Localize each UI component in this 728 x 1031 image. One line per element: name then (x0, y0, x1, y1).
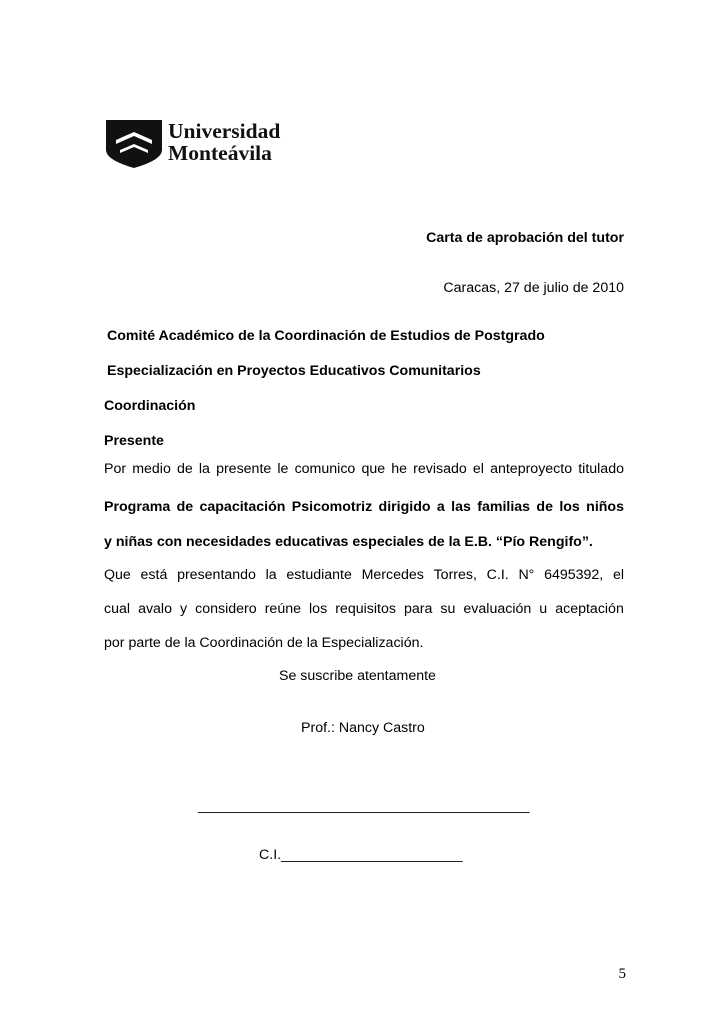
word: medio (132, 461, 171, 477)
logo-line-2: Monteávila (168, 141, 272, 165)
word: los (559, 499, 580, 515)
word: de (176, 461, 193, 477)
word: evaluación (463, 601, 532, 617)
place-date: Caracas, 27 de julio de 2010 (443, 280, 624, 296)
word: está (140, 567, 168, 583)
recipient-line-4: Presente (104, 433, 164, 449)
body-line-6: por parte de la Coordinación de la Especialización. (104, 635, 424, 651)
word: Por (104, 461, 127, 477)
body-line-1 (104, 460, 624, 478)
university-shield-icon (106, 120, 162, 168)
project-title-line-1 (104, 498, 624, 516)
word: 6495392, (544, 567, 604, 583)
word: y (180, 601, 188, 617)
document-type-heading: Carta de aprobación del tutor (426, 230, 624, 246)
word: capacitación (199, 499, 286, 515)
word: he (391, 461, 408, 477)
word: Programa (104, 499, 171, 515)
word: Psicomotriz (291, 499, 373, 515)
word: de (536, 499, 553, 515)
university-logo (106, 120, 306, 168)
word: anteproyecto (490, 461, 573, 477)
word: para (403, 601, 433, 617)
word: los (309, 601, 328, 617)
word: de (176, 499, 194, 515)
word: titulado (578, 461, 624, 477)
word: le (277, 461, 289, 477)
recipient-line-2: Especialización en Proyectos Educativos Comunitarios (107, 363, 481, 379)
word: Mercedes (361, 567, 424, 583)
body-line-4 (104, 566, 624, 584)
word: C.I. (486, 567, 509, 583)
word: aceptación (555, 601, 624, 617)
word: niños (586, 499, 624, 515)
word: avalo (138, 601, 172, 617)
word: comunico (294, 461, 356, 477)
word: estudiante (286, 567, 352, 583)
word: revisado (413, 461, 467, 477)
word: reúne (264, 601, 301, 617)
word: la (265, 567, 277, 583)
word: N° (518, 567, 535, 583)
word: considero (195, 601, 257, 617)
word: cual (104, 601, 131, 617)
word: el (472, 461, 484, 477)
page-number: 5 (618, 966, 626, 982)
word: familias (477, 499, 531, 515)
word: requisitos (335, 601, 396, 617)
word: Torres, (433, 567, 477, 583)
logo-wordmark (168, 120, 280, 164)
word: la (198, 461, 210, 477)
word: presente (216, 461, 272, 477)
ci-line: C.I._______________________ (259, 847, 463, 863)
signature-line: __________________________________________ (198, 798, 530, 814)
recipient-line-3: Coordinación (104, 398, 196, 414)
word: presentando (177, 567, 256, 583)
word: u (539, 601, 548, 617)
word: las (451, 499, 471, 515)
closing-text: Se suscribe atentamente (279, 668, 436, 684)
word: a (436, 499, 445, 515)
project-title-line-2: y niñas con necesidades educativas especiales de la E.B. “Pío Rengifo”. (104, 534, 593, 550)
signer-name: Prof.: Nancy Castro (301, 720, 425, 736)
word: el (612, 567, 624, 583)
logo-line-1: Universidad (168, 119, 281, 143)
word: Que (104, 567, 131, 583)
word: su (440, 601, 456, 617)
recipient-line-1: Comité Académico de la Coordinación de Estudios de Postgrado (107, 328, 545, 344)
word: que (361, 461, 386, 477)
body-line-5 (104, 600, 624, 618)
word: dirigido (378, 499, 431, 515)
